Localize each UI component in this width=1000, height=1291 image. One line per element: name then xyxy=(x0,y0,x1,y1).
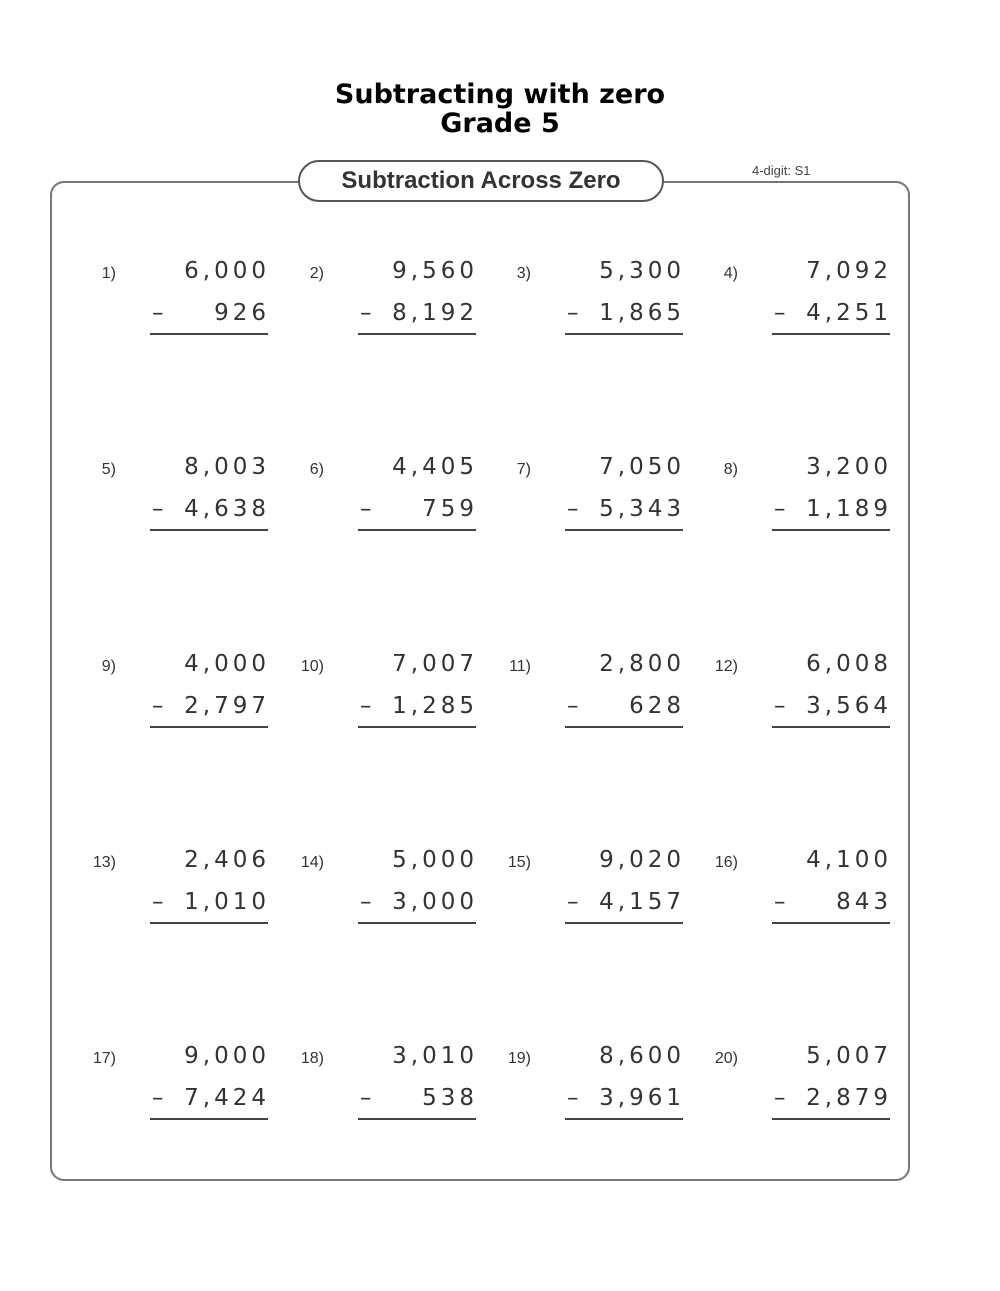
minuend: 9,000 xyxy=(184,1043,270,1069)
worksheet-code: 4-digit: S1 xyxy=(752,163,811,178)
problem-item xyxy=(288,1043,478,1138)
minuend: 4,000 xyxy=(184,651,270,677)
problem-item xyxy=(80,1043,270,1138)
subtrahend: 1,285 xyxy=(392,693,478,719)
problem-number: 18) xyxy=(300,1050,324,1067)
answer-line xyxy=(565,1118,683,1120)
answer-line xyxy=(150,333,268,335)
subtrahend: 3,961 xyxy=(599,1085,685,1111)
answer-line xyxy=(772,922,890,924)
problem-number: 8) xyxy=(723,461,738,478)
minuend: 9,560 xyxy=(392,258,478,284)
subtrahend: 7,424 xyxy=(184,1085,270,1111)
minus-sign: – xyxy=(567,693,579,719)
minuend: 9,020 xyxy=(599,847,685,873)
minuend: 5,007 xyxy=(806,1043,892,1069)
problem-number: 17) xyxy=(92,1050,116,1067)
minus-sign: – xyxy=(774,889,786,915)
answer-line xyxy=(150,529,268,531)
minuend: 3,010 xyxy=(392,1043,478,1069)
subtrahend: 4,157 xyxy=(599,889,685,915)
minus-sign: – xyxy=(567,1085,579,1111)
problem-item xyxy=(702,651,892,746)
problem-number: 6) xyxy=(309,461,324,478)
minuend: 8,003 xyxy=(184,454,270,480)
minus-sign: – xyxy=(774,300,786,326)
answer-line xyxy=(358,726,476,728)
problem-item xyxy=(288,651,478,746)
minus-sign: – xyxy=(774,496,786,522)
minus-sign: – xyxy=(152,693,164,719)
worksheet-heading: Subtraction Across Zero xyxy=(298,160,664,202)
answer-line xyxy=(772,1118,890,1120)
subtrahend: 926 xyxy=(214,300,270,326)
problem-number: 16) xyxy=(714,854,738,871)
subtrahend: 1,010 xyxy=(184,889,270,915)
problem-number: 1) xyxy=(101,265,116,282)
problem-item xyxy=(288,454,478,549)
subtrahend: 4,251 xyxy=(806,300,892,326)
problem-number: 15) xyxy=(507,854,531,871)
problem-number: 2) xyxy=(309,265,324,282)
answer-line xyxy=(565,529,683,531)
problem-item xyxy=(702,258,892,353)
subtrahend: 1,865 xyxy=(599,300,685,326)
minuend: 2,800 xyxy=(599,651,685,677)
problem-item xyxy=(702,454,892,549)
subtrahend: 843 xyxy=(836,889,892,915)
problem-item xyxy=(702,847,892,942)
problem-number: 13) xyxy=(92,854,116,871)
problem-item xyxy=(702,1043,892,1138)
subtrahend: 628 xyxy=(629,693,685,719)
problem-number: 14) xyxy=(300,854,324,871)
minus-sign: – xyxy=(567,300,579,326)
problem-item xyxy=(288,258,478,353)
minus-sign: – xyxy=(567,496,579,522)
subtrahend: 3,000 xyxy=(392,889,478,915)
problem-item xyxy=(80,258,270,353)
page-subtitle: Grade 5 xyxy=(440,108,560,139)
problem-number: 12) xyxy=(714,658,738,675)
subtrahend: 1,189 xyxy=(806,496,892,522)
minus-sign: – xyxy=(152,889,164,915)
minuend: 5,300 xyxy=(599,258,685,284)
minus-sign: – xyxy=(360,1085,372,1111)
problem-item xyxy=(80,847,270,942)
subtrahend: 5,343 xyxy=(599,496,685,522)
answer-line xyxy=(358,922,476,924)
page-title: Subtracting with zero xyxy=(334,79,666,110)
minus-sign: – xyxy=(360,889,372,915)
minuend: 6,008 xyxy=(806,651,892,677)
minus-sign: – xyxy=(774,693,786,719)
minus-sign: – xyxy=(360,300,372,326)
problem-item xyxy=(80,454,270,549)
answer-line xyxy=(772,333,890,335)
problem-item xyxy=(495,1043,685,1138)
problem-number: 20) xyxy=(714,1050,738,1067)
minuend: 3,200 xyxy=(806,454,892,480)
problem-item xyxy=(288,847,478,942)
minuend: 2,406 xyxy=(184,847,270,873)
answer-line xyxy=(565,922,683,924)
problem-number: 4) xyxy=(723,265,738,282)
minus-sign: – xyxy=(152,496,164,522)
problem-number: 10) xyxy=(300,658,324,675)
minus-sign: – xyxy=(152,1085,164,1111)
problem-number: 5) xyxy=(101,461,116,478)
problem-number: 19) xyxy=(507,1050,531,1067)
answer-line xyxy=(150,1118,268,1120)
minus-sign: – xyxy=(360,496,372,522)
minuend: 4,100 xyxy=(806,847,892,873)
subtrahend: 3,564 xyxy=(806,693,892,719)
problem-number: 7) xyxy=(516,461,531,478)
answer-line xyxy=(565,333,683,335)
answer-line xyxy=(358,529,476,531)
subtrahend: 538 xyxy=(422,1085,478,1111)
subtrahend: 2,797 xyxy=(184,693,270,719)
minuend: 6,000 xyxy=(184,258,270,284)
minuend: 7,092 xyxy=(806,258,892,284)
minuend: 7,007 xyxy=(392,651,478,677)
minus-sign: – xyxy=(774,1085,786,1111)
subtrahend: 8,192 xyxy=(392,300,478,326)
answer-line xyxy=(150,922,268,924)
minuend: 8,600 xyxy=(599,1043,685,1069)
problem-item xyxy=(495,258,685,353)
subtrahend: 4,638 xyxy=(184,496,270,522)
problem-item xyxy=(495,847,685,942)
problem-number: 3) xyxy=(516,265,531,282)
answer-line xyxy=(358,333,476,335)
problem-number: 11) xyxy=(509,658,531,675)
problem-number: 9) xyxy=(101,658,116,675)
answer-line xyxy=(772,529,890,531)
minus-sign: – xyxy=(567,889,579,915)
minus-sign: – xyxy=(360,693,372,719)
minuend: 5,000 xyxy=(392,847,478,873)
problem-item xyxy=(495,454,685,549)
answer-line xyxy=(150,726,268,728)
answer-line xyxy=(358,1118,476,1120)
minuend: 4,405 xyxy=(392,454,478,480)
minus-sign: – xyxy=(152,300,164,326)
subtrahend: 2,879 xyxy=(806,1085,892,1111)
problem-item xyxy=(80,651,270,746)
subtrahend: 759 xyxy=(422,496,478,522)
answer-line xyxy=(772,726,890,728)
problem-item xyxy=(495,651,685,746)
minuend: 7,050 xyxy=(599,454,685,480)
answer-line xyxy=(565,726,683,728)
